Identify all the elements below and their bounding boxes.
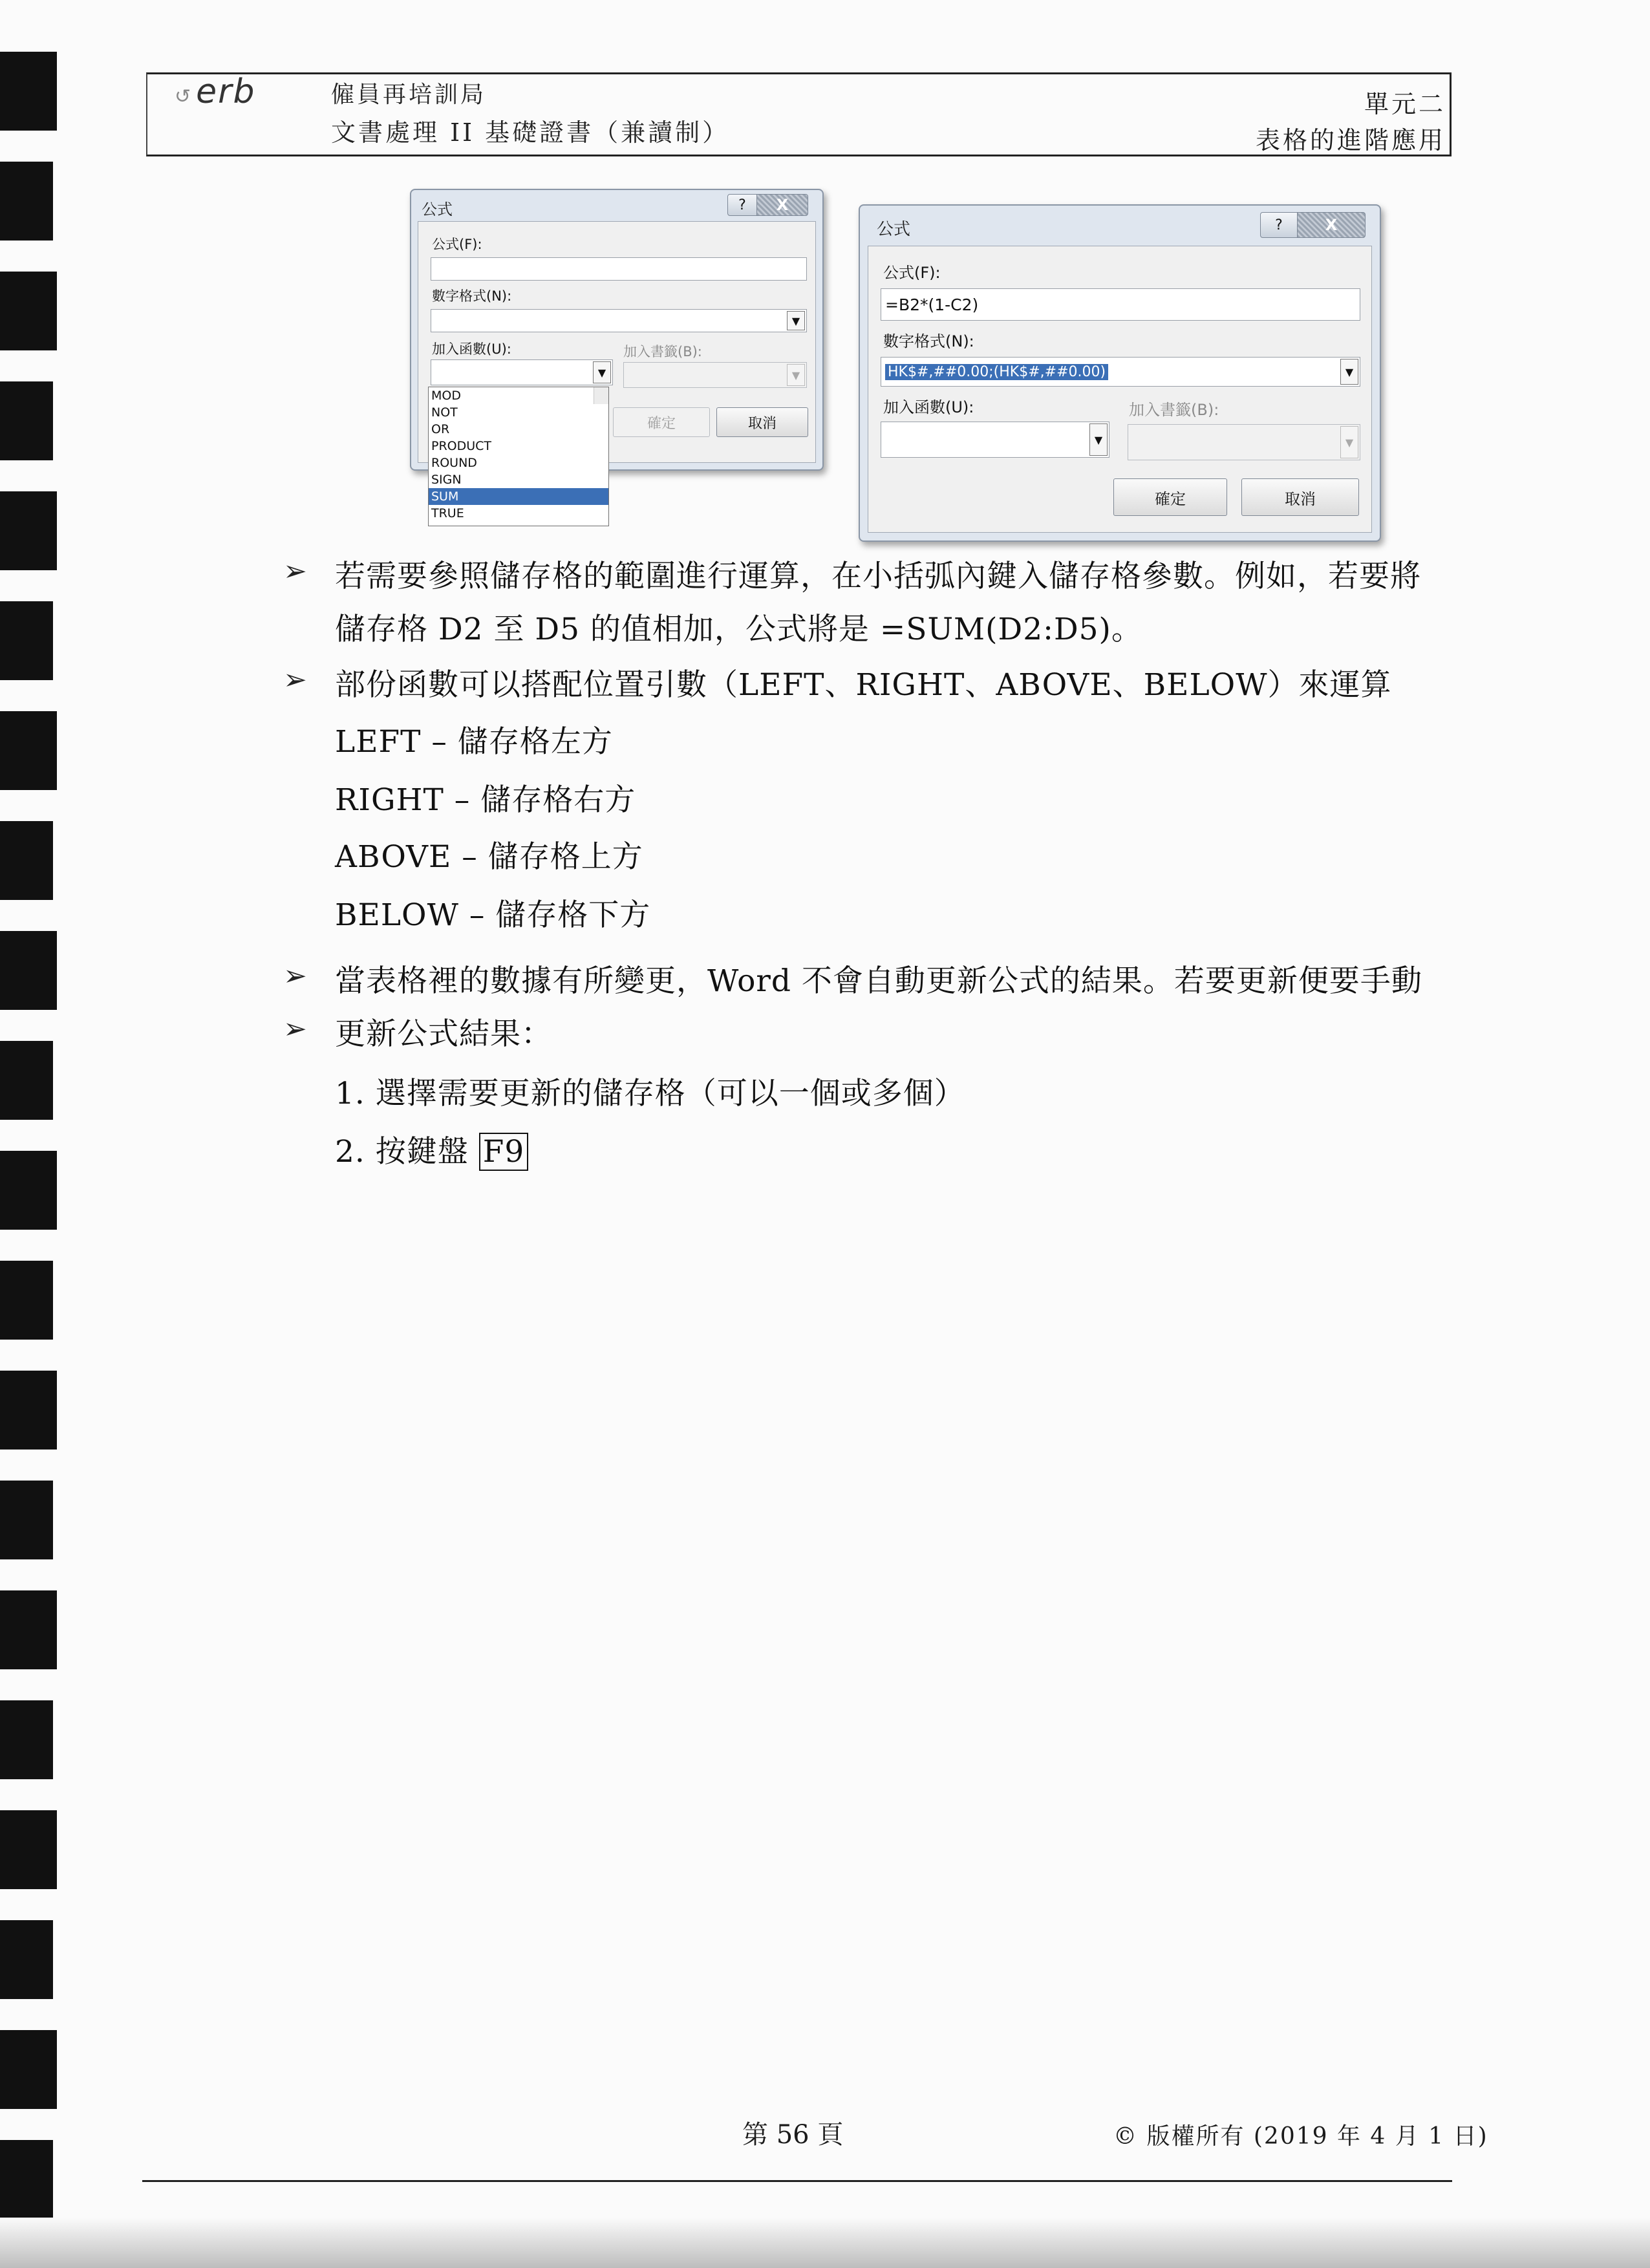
help-icon[interactable]: ?: [727, 194, 757, 216]
number-format-label: 數字格式(N):: [883, 332, 974, 350]
header-org: 僱員再培訓局: [331, 81, 487, 108]
list-item[interactable]: MOD: [431, 389, 461, 403]
footer-rule: [142, 2180, 1452, 2182]
function-dropdown-list[interactable]: [428, 387, 609, 526]
dialog-title: 公式: [877, 220, 911, 239]
binding-hole: [0, 272, 57, 350]
binding-hole: [0, 1920, 53, 1999]
chevron-down-icon: ▼: [787, 364, 805, 386]
binding-hole: [0, 52, 57, 131]
binding-hole: [0, 711, 57, 790]
paste-bookmark-label: 加入書籤(B):: [1129, 401, 1219, 419]
cancel-button[interactable]: 取消: [716, 407, 808, 437]
list-item[interactable]: SIGN: [431, 473, 462, 487]
header-unit: 單元二: [1364, 90, 1446, 118]
binding-holes: [0, 0, 71, 2268]
number-format-select[interactable]: [881, 357, 1360, 387]
close-icon[interactable]: X: [1298, 212, 1366, 238]
paragraph-range-line2: 儲存格 D2 至 D5 的值相加，公式將是 =SUM(D2:D5)。: [335, 612, 1142, 647]
list-item[interactable]: ROUND: [431, 456, 477, 470]
page-number: 第 56 頁: [742, 2120, 844, 2150]
paragraph-update-heading: 更新公式結果：: [335, 1016, 552, 1052]
formula-label: 公式(F):: [432, 237, 482, 252]
list-scrollbar[interactable]: [594, 387, 608, 404]
paste-function-select[interactable]: [881, 422, 1109, 458]
cancel-button[interactable]: 取消: [1241, 478, 1359, 516]
list-item[interactable]: SUM: [429, 488, 608, 505]
close-icon[interactable]: X: [757, 194, 808, 216]
step-2: [335, 1126, 528, 1178]
formula-dialog-right: [859, 204, 1381, 542]
binding-hole: [0, 601, 53, 680]
bullet-arrow: ➢: [283, 1012, 307, 1045]
arg-below: BELOW – 儲存格下方: [335, 897, 651, 933]
binding-hole: [0, 1261, 53, 1340]
paste-bookmark-select: [1128, 424, 1360, 460]
arg-left: LEFT – 儲存格左方: [335, 724, 613, 760]
ok-button[interactable]: 確定: [1113, 478, 1227, 516]
paste-bookmark-select: [623, 362, 807, 388]
paragraph-range-line1: 若需要參照儲存格的範圍進行運算，在小括弧內鍵入儲存格參數。例如，若要將: [335, 559, 1421, 594]
chevron-down-icon[interactable]: ▼: [1089, 423, 1108, 456]
paragraph-position-args: 部份函數可以搭配位置引數（LEFT、RIGHT、ABOVE、BELOW）來運算: [335, 667, 1392, 703]
scan-shadow: [0, 2218, 1650, 2268]
bullet-arrow: ➢: [283, 555, 307, 588]
list-item[interactable]: TRUE: [431, 506, 464, 520]
header-course: 文書處理 II 基礎證書（兼讀制）: [331, 118, 730, 147]
header-topic: 表格的進階應用: [1255, 126, 1446, 155]
paste-function-select[interactable]: [431, 359, 613, 385]
binding-hole: [0, 2030, 57, 2109]
step-1: 1. 選擇需要更新的儲存格（可以一個或多個）: [335, 1076, 965, 1111]
paste-bookmark-label: 加入書籤(B):: [623, 344, 702, 359]
arg-above: ABOVE – 儲存格上方: [335, 839, 643, 875]
formula-input[interactable]: =B2*(1-C2): [881, 288, 1360, 321]
paste-function-label: 加入函數(U):: [883, 398, 974, 416]
binding-hole: [0, 1590, 57, 1669]
f9-key: F9: [479, 1133, 529, 1171]
copyright: © 版權所有 (2019 年 4 月 1 日): [1113, 2123, 1488, 2150]
binding-hole: [0, 1041, 53, 1120]
help-icon[interactable]: ?: [1260, 212, 1298, 238]
erb-logo: ↺ erb: [175, 72, 256, 111]
list-item[interactable]: OR: [431, 422, 450, 436]
binding-hole: [0, 1700, 53, 1779]
number-format-label: 數字格式(N):: [432, 288, 512, 304]
formula-dialog-left: [410, 189, 824, 520]
step-2-text: 2. 按鍵盤: [335, 1134, 469, 1170]
ok-button: 確定: [613, 407, 710, 437]
bullet-arrow: ➢: [283, 663, 307, 696]
binding-hole: [0, 2140, 53, 2219]
chevron-down-icon[interactable]: ▼: [787, 311, 805, 330]
binding-hole: [0, 162, 53, 241]
chevron-down-icon[interactable]: ▼: [1340, 359, 1358, 385]
chevron-down-icon: ▼: [1340, 426, 1358, 458]
binding-hole: [0, 381, 53, 460]
number-format-value: HK$#,##0.00;(HK$#,##0.00): [885, 364, 1108, 380]
binding-hole: [0, 1371, 57, 1450]
formula-input[interactable]: [431, 257, 807, 281]
number-format-select[interactable]: [431, 309, 807, 332]
binding-hole: [0, 1481, 53, 1559]
paste-function-label: 加入函數(U):: [432, 341, 511, 357]
list-item[interactable]: PRODUCT: [431, 439, 492, 453]
binding-hole: [0, 1151, 57, 1230]
binding-hole: [0, 1810, 57, 1889]
chevron-down-icon[interactable]: ▼: [593, 361, 611, 383]
list-item[interactable]: NOT: [431, 405, 458, 420]
bullet-arrow: ➢: [283, 959, 307, 992]
arg-right: RIGHT – 儲存格右方: [335, 782, 636, 818]
binding-hole: [0, 491, 57, 570]
dialog-title: 公式: [422, 200, 453, 219]
paragraph-no-auto-update: 當表格裡的數據有所變更，Word 不會自動更新公式的結果。若要更新便要手動: [335, 963, 1422, 999]
binding-hole: [0, 931, 57, 1010]
formula-label: 公式(F):: [883, 264, 941, 282]
binding-hole: [0, 821, 53, 900]
